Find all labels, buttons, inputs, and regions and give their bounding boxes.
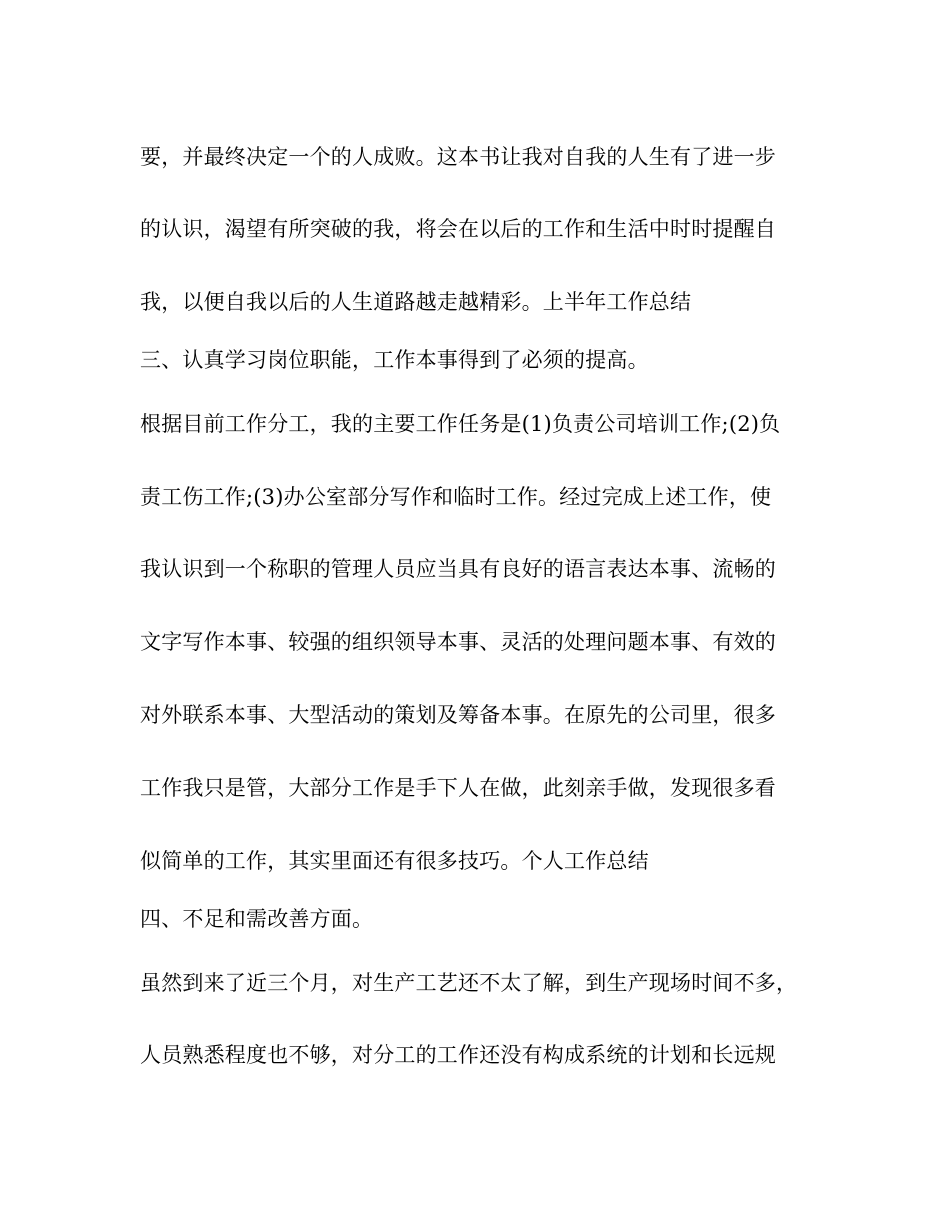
paragraph-line: 对外联系本事、大型活动的策划及筹备本事。在原先的公司里，很多 xyxy=(140,703,776,727)
paragraph-line: 虽然到来了近三个月，对生产工艺还不太了解，到生产现场时间不多， xyxy=(140,971,798,995)
paragraph-line: 责工伤工作;(3)办公室部分写作和临时工作。经过完成上述工作，使 xyxy=(140,485,772,509)
paragraph-line: 我认识到一个称职的管理人员应当具有良好的语言表达本事、流畅的 xyxy=(140,557,776,581)
paragraph-line: 人员熟悉程度也不够，对分工的工作还没有构成系统的计划和长远规 xyxy=(140,1043,776,1067)
paragraph-line: 根据目前工作分工，我的主要工作任务是(1)负责公司培训工作;(2)负 xyxy=(140,412,781,436)
paragraph-line: 工作我只是管，大部分工作是手下人在做，此刻亲手做，发现很多看 xyxy=(140,776,776,800)
paragraph-line: 文字写作本事、较强的组织领导本事、灵活的处理问题本事、有效的 xyxy=(140,630,776,654)
paragraph-line: 的认识，渴望有所突破的我，将会在以后的工作和生活中时时提醒自 xyxy=(140,217,776,241)
paragraph-line: 似简单的工作，其实里面还有很多技巧。个人工作总结 xyxy=(140,849,649,873)
paragraph-line: 我，以便自我以后的人生道路越走越精彩。上半年工作总结 xyxy=(140,290,692,314)
paragraph-line: 要，并最终决定一个的人成败。这本书让我对自我的人生有了进一步 xyxy=(140,145,776,169)
section-heading: 三、认真学习岗位职能，工作本事得到了必须的提高。 xyxy=(140,348,649,372)
section-heading: 四、不足和需改善方面。 xyxy=(140,907,374,931)
